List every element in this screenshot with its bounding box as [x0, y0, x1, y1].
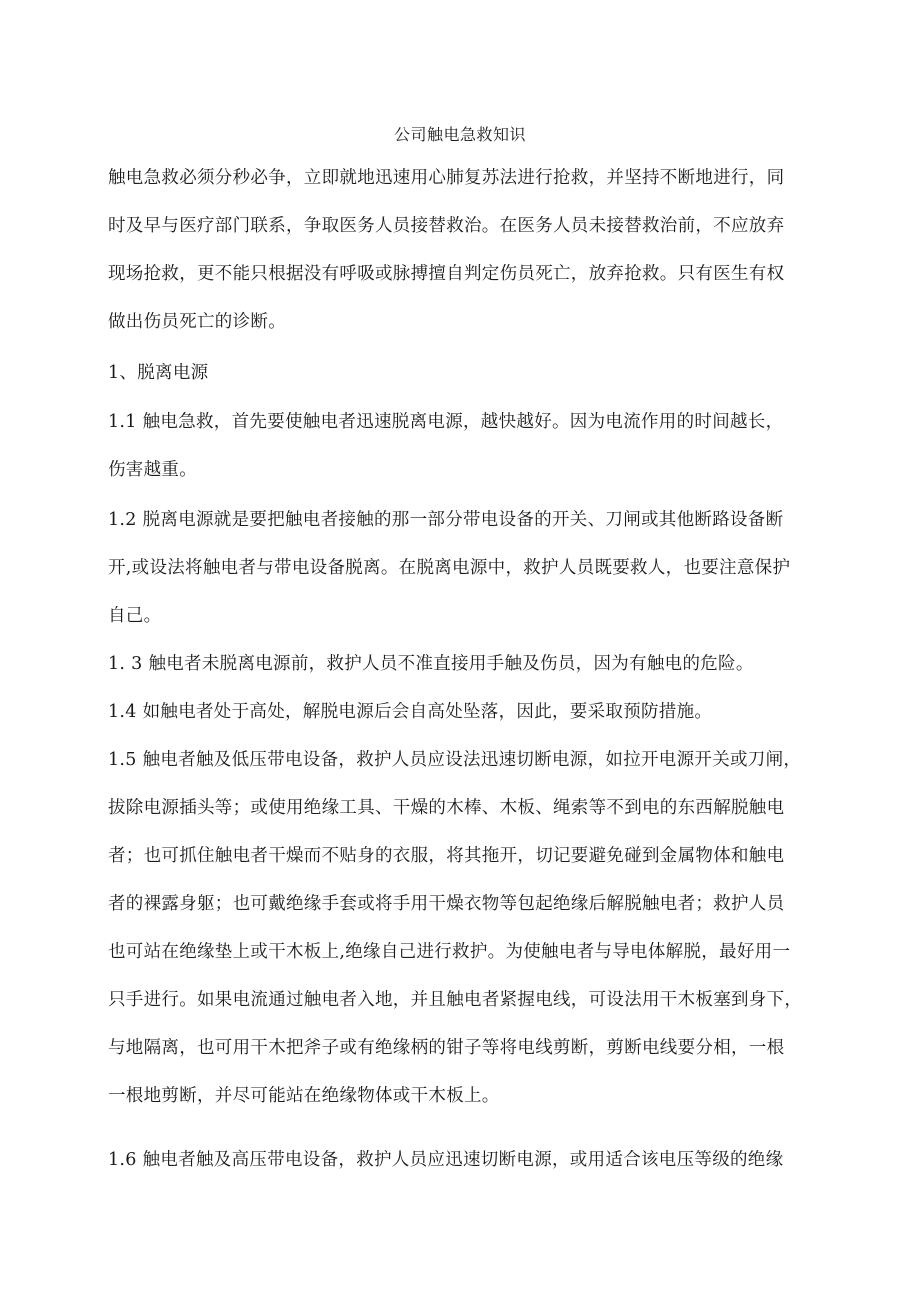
paragraph-line: 1.2 脱离电源就是要把触电者接触的那一部分带电设备的开关、刀闸或其他断路设备断 — [108, 510, 784, 530]
paragraph-line: 做出伤员死亡的诊断。 — [108, 312, 286, 332]
paragraph-line: 者；也可抓住触电者干燥而不贴身的衣服，将其拖开，切记要避免碰到金属物体和触电 — [108, 846, 785, 866]
paragraph-line: 时及早与医疗部门联系，争取医务人员接替救治。在医务人员未接替救治前，不应放弃 — [108, 216, 785, 236]
paragraph-line: 者的裸露身躯；也可戴绝缘手套或将手用干燥衣物等包起绝缘后解脱触电者；救护人员 — [108, 894, 785, 914]
paragraph-line: 1. 3 触电者未脱离电源前，救护人员不准直接用手触及伤员，因为有触电的危险。 — [108, 654, 754, 674]
paragraph-line: 也可站在绝缘垫上或干木板上,绝缘自己进行救护。为使触电者与导电体解脱，最好用一 — [108, 942, 791, 962]
paragraph-line: 只手进行。如果电流通过触电者入地，并且触电者紧握电线，可设法用干木板塞到身下， — [108, 990, 803, 1010]
paragraph-line: 与地隔离，也可用干木把斧子或有绝缘柄的钳子等将电线剪断，剪断电线要分相，一根 — [108, 1038, 785, 1058]
paragraph-line: 一根地剪断，并尽可能站在绝缘物体或干木板上。 — [108, 1086, 500, 1106]
document-title: 公司触电急救知识 — [393, 125, 526, 144]
paragraph-line: 现场抢救，更不能只根据没有呼吸或脉搏擅自判定伤员死亡，放弃抢救。只有医生有权 — [108, 264, 785, 284]
paragraph-line: 伤害越重。 — [108, 460, 197, 480]
paragraph-line: 1.5 触电者触及低压带电设备，救护人员应设法迅速切断电源，如拉开电源开关或刀闸， — [108, 750, 802, 770]
paragraph-line: 拔除电源插头等；或使用绝缘工具、干燥的木棒、木板、绳索等不到电的东西解脱触电 — [108, 798, 785, 818]
paragraph-line: 1.4 如触电者处于高处，解脱电源后会自高处坠落，因此，要采取预防措施。 — [108, 702, 713, 722]
paragraph-line: 开,或设法将触电者与带电设备脱离。在脱离电源中，救护人员既要救人，也要注意保护 — [108, 558, 791, 578]
paragraph-line: 1.6 触电者触及高压带电设备，救护人员应迅速切断电源，或用适合该电压等级的绝缘 — [108, 1150, 784, 1170]
section-heading: 1、脱离电源 — [108, 363, 209, 383]
paragraph-line: 自己。 — [108, 606, 162, 626]
paragraph-line: 触电急救必须分秒必争，立即就地迅速用心肺复苏法进行抢救，并坚持不断地进行，同 — [108, 168, 785, 188]
paragraph-line: 1.1 触电急救，首先要使触电者迅速脱离电源，越快越好。因为电流作用的时间越长， — [108, 412, 784, 432]
